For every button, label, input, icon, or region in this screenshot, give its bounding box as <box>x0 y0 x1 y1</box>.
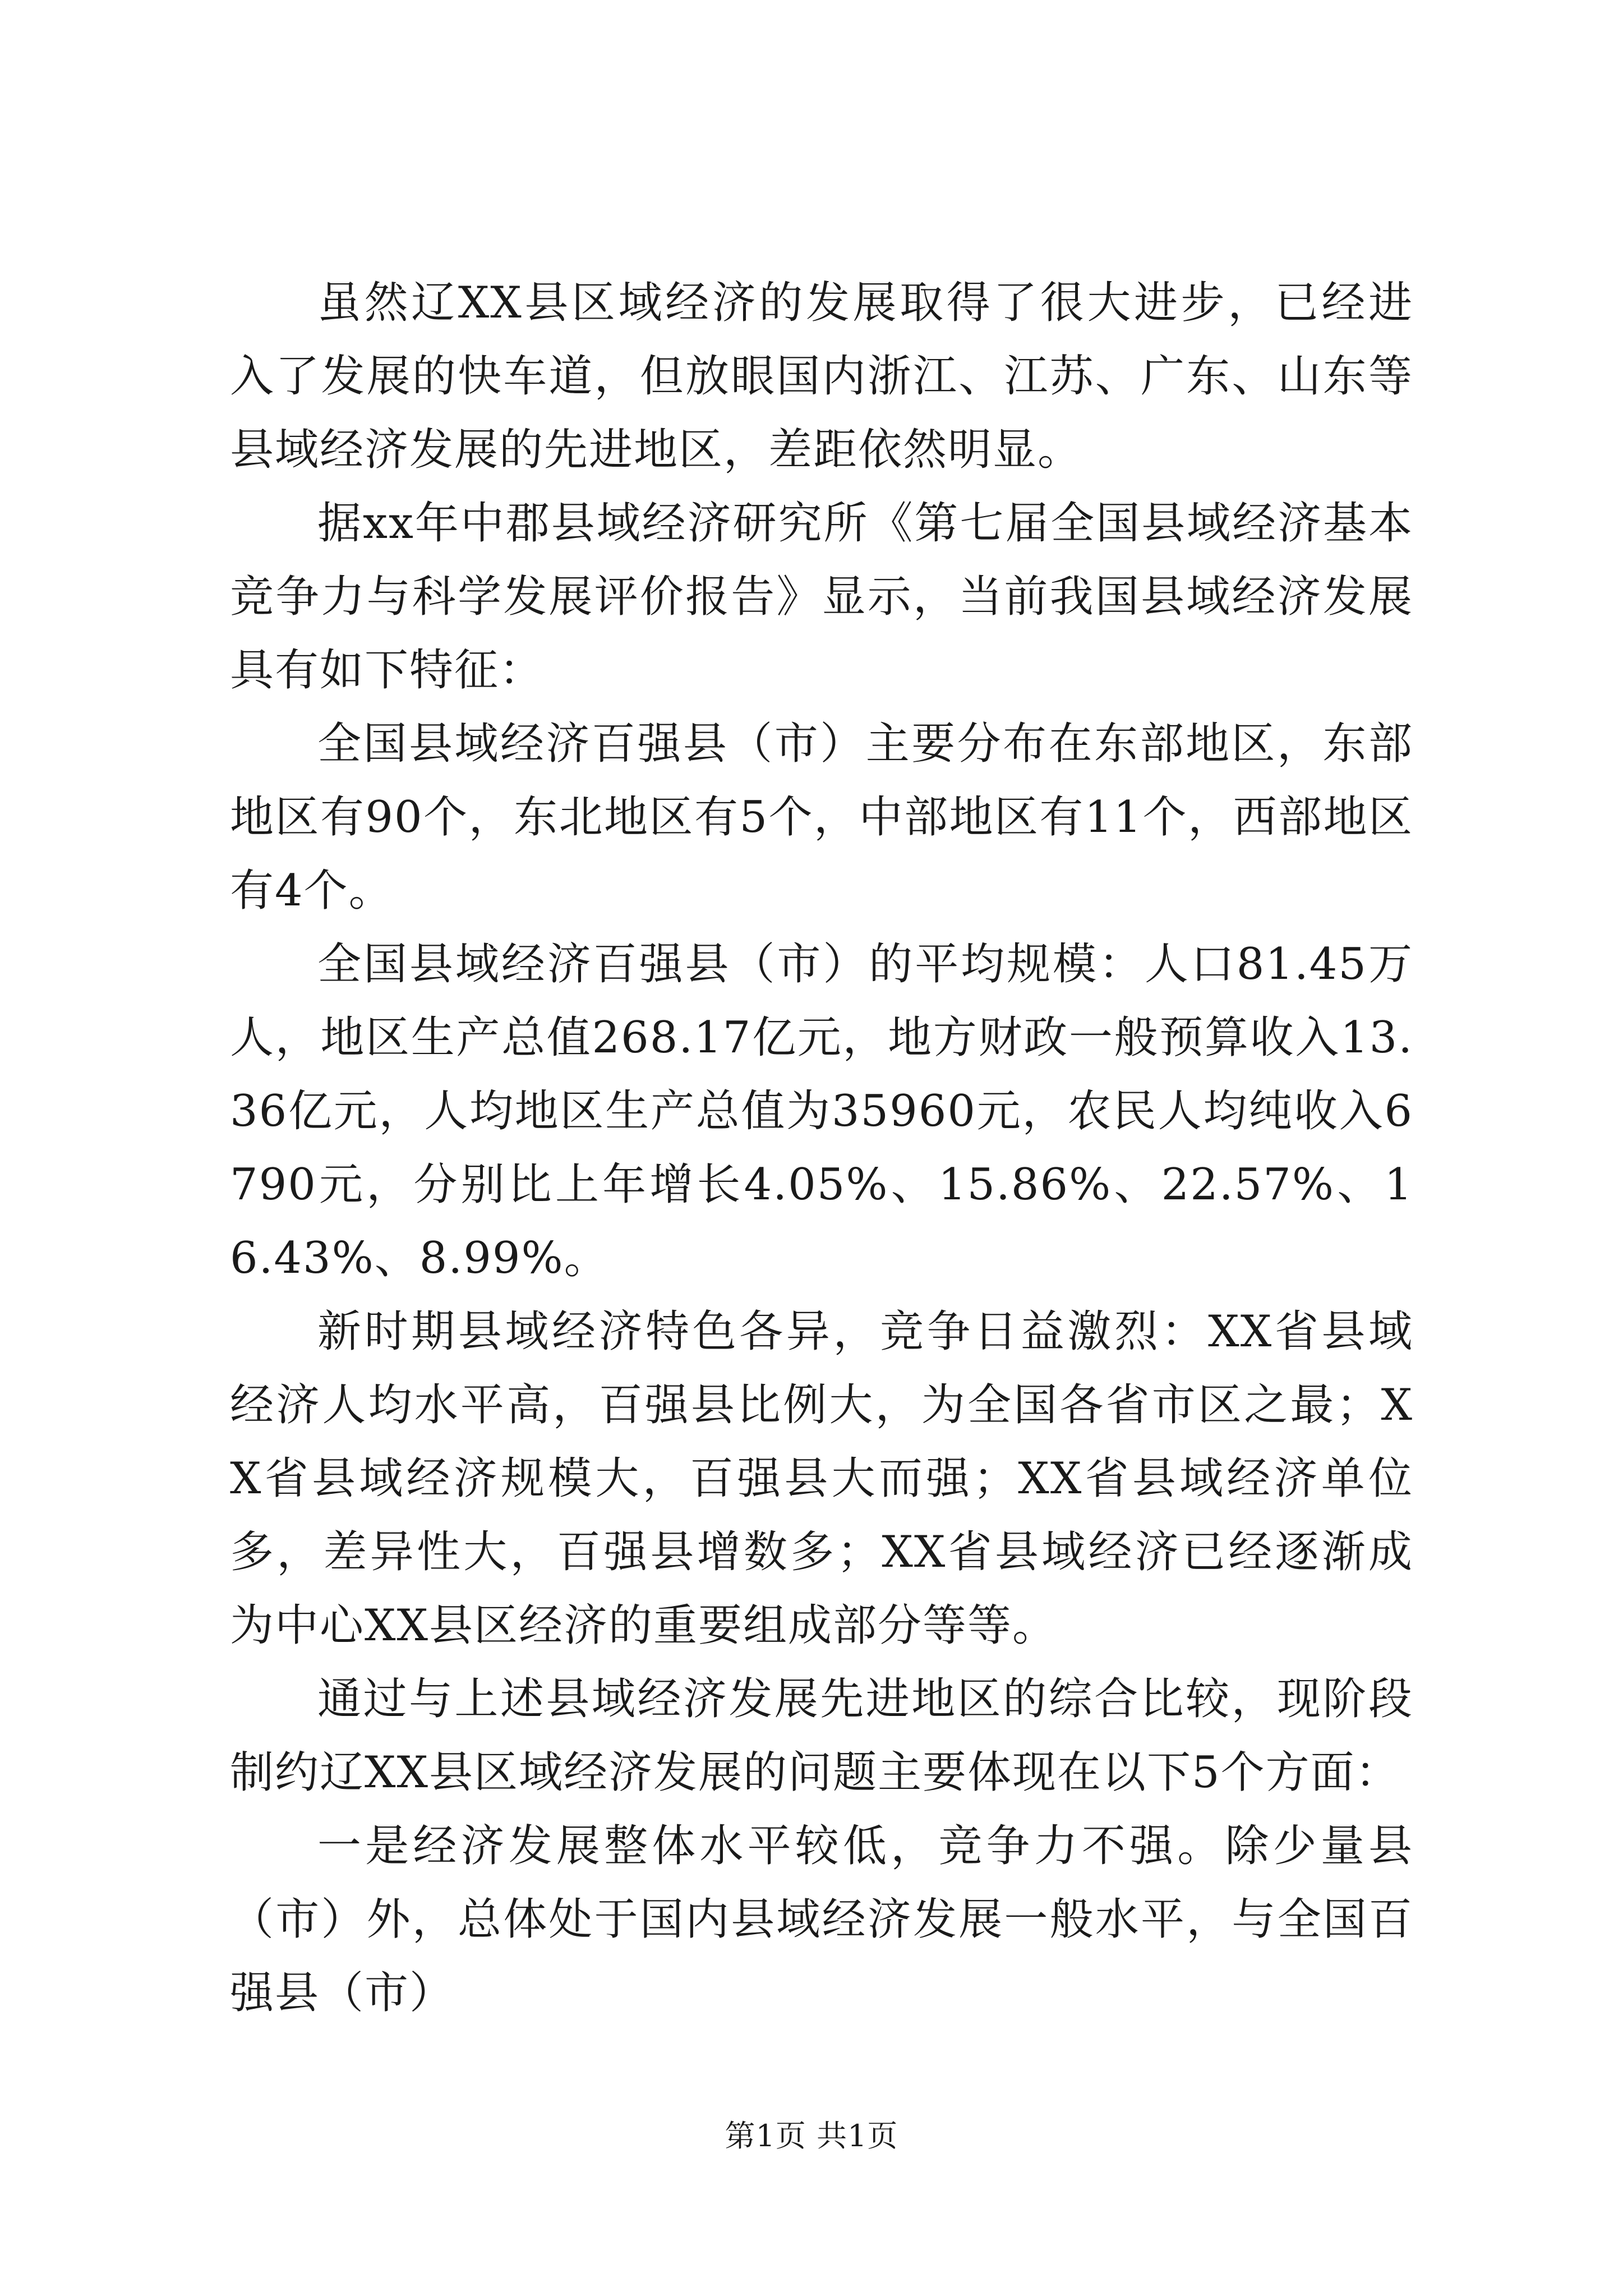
document-body <box>230 266 1413 2030</box>
paragraph-1: 虽然辽XX县区域经济的发展取得了很大进步，已经进入了发展的快车道，但放眼国内浙江、江苏、广东、山东等县域经济发展的先进地区，差距依然明显。 <box>230 278 1413 475</box>
paragraph-6: 通过与上述县域经济发展先进地区的综合比较，现阶段制约辽XX县区域经济发展的问题主要体现在以下5个方面： <box>230 1674 1413 1798</box>
paragraph-3: 全国县域经济百强县（市）主要分布在东部地区，东部地区有90个，东北地区有5个，中部地区有11个，西部地区有4个。 <box>230 719 1413 916</box>
page-footer: 第1页 共1页 <box>725 2118 898 2154</box>
paragraph-4: 全国县域经济百强县（市）的平均规模：人口81.45万人，地区生产总值268.17亿元，地方财政一般预算收入13.36亿元，人均地区生产总值为35960元，农民人均纯收入6790元，分别比上年增长4.05%、15.86%、22.57%、16.43%、8.99%。 <box>230 939 1413 1283</box>
paragraph-5: 新时期县域经济特色各异，竞争日益激烈：XX省县域经济人均水平高，百强县比例大，为全国各省市区之最；XX省县域经济规模大，百强县大而强；XX省县域经济单位多，差异性大，百强县增数多；XX省县域经济已经逐渐成为中心XX县区经济的重要组成部分等等。 <box>230 1306 1413 1651</box>
paragraph-2: 据xx年中郡县域经济研究所《第七届全国县域经济基本竞争力与科学发展评价报告》显示，当前我国县域经济发展具有如下特征： <box>230 498 1413 696</box>
paragraph-7: 一是经济发展整体水平较低，竞争力不强。除少量县（市）外，总体处于国内县域经济发展一般水平，与全国百强县（市） <box>230 1821 1413 2018</box>
